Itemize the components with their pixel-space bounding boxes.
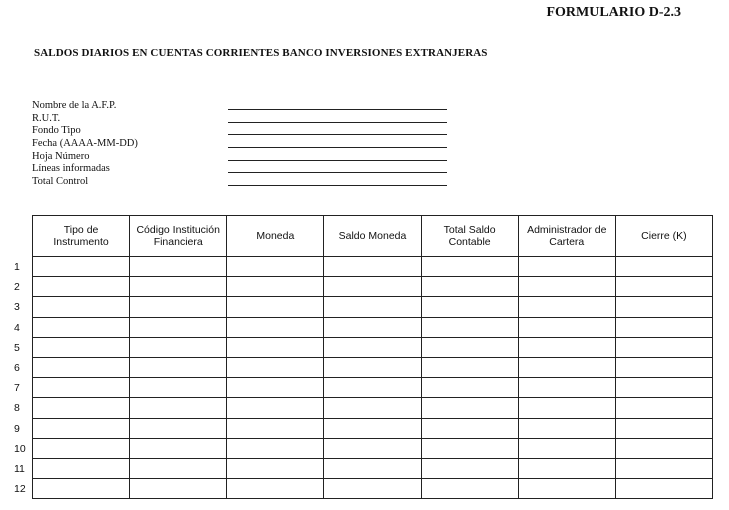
table-cell[interactable]: [615, 297, 712, 317]
field-rut: [32, 113, 452, 126]
table-cell[interactable]: [130, 357, 227, 377]
table-cell[interactable]: [227, 438, 324, 458]
table-cell[interactable]: [33, 378, 130, 398]
row-number: 3: [14, 301, 20, 314]
table-cell[interactable]: [227, 277, 324, 297]
field-label: Fecha (AAAA-MM-DD): [32, 138, 138, 150]
table-cell[interactable]: [130, 277, 227, 297]
table-cell[interactable]: [33, 438, 130, 458]
table-row: [33, 277, 713, 297]
row-number: 12: [14, 483, 26, 496]
row-number: 11: [14, 462, 25, 475]
row-number: 5: [14, 341, 20, 354]
table-cell[interactable]: [227, 357, 324, 377]
table-header-row: [33, 216, 713, 257]
table-cell[interactable]: [324, 337, 421, 357]
field-input-line[interactable]: [228, 109, 447, 110]
table-cell[interactable]: [421, 398, 518, 418]
field-label: Total Control: [32, 176, 89, 188]
table-cell[interactable]: [130, 378, 227, 398]
table-cell[interactable]: [324, 438, 421, 458]
table-cell[interactable]: [421, 438, 518, 458]
table-row: [33, 438, 713, 458]
field-input-line[interactable]: [228, 147, 447, 148]
table-cell[interactable]: [518, 398, 615, 418]
table-cell[interactable]: [421, 479, 518, 499]
table-cell[interactable]: [421, 418, 518, 438]
table-cell[interactable]: [33, 297, 130, 317]
row-number: 2: [14, 281, 20, 294]
table-cell[interactable]: [518, 418, 615, 438]
row-number: 10: [14, 442, 26, 455]
table-cell[interactable]: [324, 257, 421, 277]
table-row: [33, 378, 713, 398]
field-hoja-numero: [32, 151, 452, 164]
table-cell[interactable]: [615, 317, 712, 337]
table-cell[interactable]: [421, 257, 518, 277]
table-cell[interactable]: [130, 479, 227, 499]
table-cell[interactable]: [324, 378, 421, 398]
field-label: Nombre de la A.F.P.: [32, 100, 117, 111]
table-cell[interactable]: [33, 257, 130, 277]
table-cell[interactable]: [518, 458, 615, 478]
table-row: [33, 479, 713, 499]
table-cell[interactable]: [324, 357, 421, 377]
row-number: 6: [14, 361, 20, 374]
field-fondo-tipo: [32, 125, 452, 138]
table-row: [33, 357, 713, 377]
row-number: 4: [14, 321, 20, 334]
table-row: [33, 297, 713, 317]
field-input-line[interactable]: [228, 160, 447, 161]
column-header-cierre: Cierre (K): [615, 216, 712, 257]
table-cell[interactable]: [130, 317, 227, 337]
table-cell[interactable]: [615, 378, 712, 398]
table-cell[interactable]: [421, 458, 518, 478]
table-cell[interactable]: [227, 297, 324, 317]
table-cell[interactable]: [421, 297, 518, 317]
table-cell[interactable]: [33, 479, 130, 499]
table-cell[interactable]: [615, 458, 712, 478]
table-cell[interactable]: [421, 277, 518, 297]
field-input-line[interactable]: [228, 172, 447, 173]
column-header-saldo-moneda: Saldo Moneda: [324, 216, 421, 257]
table-cell[interactable]: [33, 458, 130, 478]
table-cell[interactable]: [227, 398, 324, 418]
table-cell[interactable]: [130, 337, 227, 357]
column-header-tipo-instrumento: Tipo de Instrumento: [33, 216, 130, 257]
table-cell[interactable]: [130, 297, 227, 317]
table-cell[interactable]: [324, 277, 421, 297]
table-cell[interactable]: [421, 378, 518, 398]
table-cell[interactable]: [324, 398, 421, 418]
table-cell[interactable]: [33, 277, 130, 297]
table-cell[interactable]: [518, 378, 615, 398]
form-number: FORMULARIO D-2.3: [546, 5, 681, 20]
table-cell[interactable]: [324, 458, 421, 478]
table-cell[interactable]: [227, 378, 324, 398]
table-cell[interactable]: [227, 317, 324, 337]
table-cell[interactable]: [33, 418, 130, 438]
table-cell[interactable]: [33, 317, 130, 337]
table-cell[interactable]: [615, 398, 712, 418]
table-cell[interactable]: [421, 357, 518, 377]
table-cell[interactable]: [130, 438, 227, 458]
row-number-column: [14, 257, 30, 499]
table-cell[interactable]: [615, 277, 712, 297]
table-cell[interactable]: [421, 317, 518, 337]
field-label: Fondo Tipo: [32, 125, 81, 137]
row-number: 8: [14, 402, 20, 415]
column-header-moneda: Moneda: [227, 216, 324, 257]
table-cell[interactable]: [324, 317, 421, 337]
table-cell[interactable]: [615, 337, 712, 357]
table-cell[interactable]: [324, 418, 421, 438]
table-cell[interactable]: [518, 297, 615, 317]
table-cell[interactable]: [227, 458, 324, 478]
table-cell[interactable]: [518, 337, 615, 357]
document-title: SALDOS DIARIOS EN CUENTAS CORRIENTES BANCO INVERSIONES EXTRANJERAS: [34, 47, 488, 59]
row-number: 1: [14, 261, 20, 273]
table-cell[interactable]: [615, 257, 712, 277]
table-cell[interactable]: [518, 357, 615, 377]
table-cell[interactable]: [615, 479, 712, 499]
table-cell[interactable]: [130, 398, 227, 418]
table-cell[interactable]: [130, 418, 227, 438]
field-lineas-informadas: [32, 163, 452, 176]
field-input-line[interactable]: [228, 185, 447, 186]
table-row: [33, 418, 713, 438]
table-cell[interactable]: [130, 257, 227, 277]
table-cell[interactable]: [518, 277, 615, 297]
column-header-administrador-cartera: Administrador de Cartera: [518, 216, 615, 257]
table-cell[interactable]: [615, 438, 712, 458]
table-cell[interactable]: [33, 357, 130, 377]
table-cell[interactable]: [227, 257, 324, 277]
field-input-line[interactable]: [228, 122, 447, 123]
field-input-line[interactable]: [228, 134, 447, 135]
row-number: 9: [14, 422, 20, 435]
field-fecha: [32, 138, 452, 151]
header-fields: [32, 100, 452, 189]
table-cell[interactable]: [227, 479, 324, 499]
table-cell[interactable]: [421, 337, 518, 357]
field-label: R.U.T.: [32, 112, 61, 124]
table-row: [33, 337, 713, 357]
table-cell[interactable]: [227, 337, 324, 357]
table-cell[interactable]: [615, 418, 712, 438]
table-cell[interactable]: [518, 479, 615, 499]
table-row: [33, 257, 713, 277]
row-number: 7: [14, 382, 20, 395]
table-cell[interactable]: [33, 398, 130, 418]
table-row: [33, 398, 713, 418]
field-label: Hoja Número: [32, 150, 90, 162]
table-row: [33, 317, 713, 337]
table-cell[interactable]: [227, 418, 324, 438]
table-cell[interactable]: [33, 337, 130, 357]
table-cell[interactable]: [518, 438, 615, 458]
column-header-codigo-institucion: Código Institución Financiera: [130, 216, 227, 257]
table-cell[interactable]: [324, 297, 421, 317]
field-label: Líneas informadas: [32, 163, 110, 175]
table-cell[interactable]: [324, 479, 421, 499]
field-total-control: [32, 176, 452, 189]
balances-table: [32, 215, 713, 499]
table-row: [33, 458, 713, 478]
column-header-total-saldo-contable: Total Saldo Contable: [421, 216, 518, 257]
field-afp-name: [32, 100, 452, 113]
table-cell[interactable]: [615, 357, 712, 377]
table-cell[interactable]: [518, 257, 615, 277]
table-cell[interactable]: [130, 458, 227, 478]
table-cell[interactable]: [518, 317, 615, 337]
